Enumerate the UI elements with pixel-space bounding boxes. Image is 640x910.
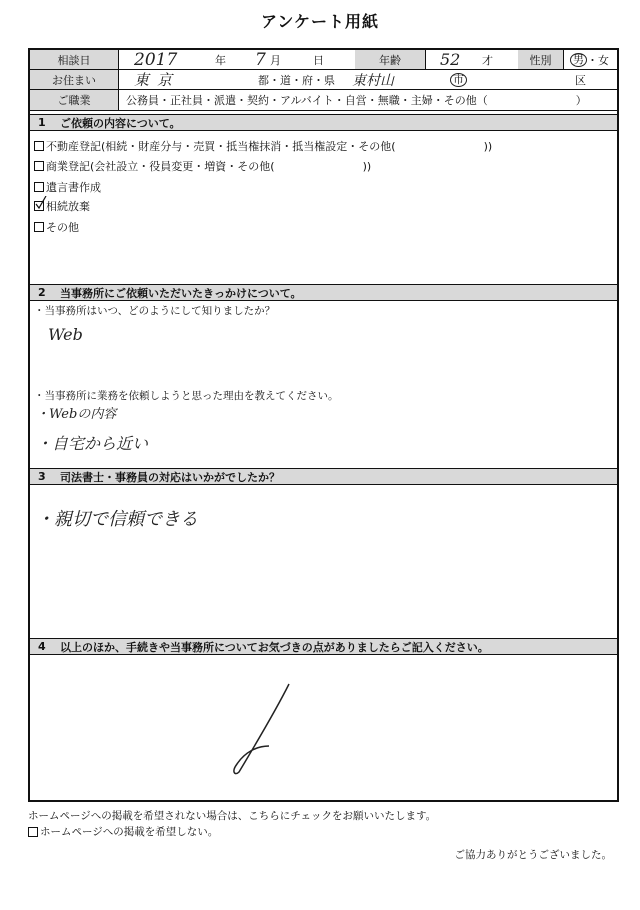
- option-commercial-label: 商業登記(会社設立・役員変更・増資・その他( )): [46, 160, 372, 173]
- checkbox-real-estate[interactable]: [34, 141, 44, 151]
- thanks-message: ご協力ありがとうございました。: [454, 849, 612, 861]
- section2-number: 2: [38, 286, 46, 299]
- occupation-row: [30, 90, 617, 111]
- section2-title: 当事務所にご依頼いただいたきっかけについて。: [60, 286, 302, 300]
- answer-how-know[interactable]: Web: [48, 325, 83, 344]
- address-prefecture-value[interactable]: 東京: [134, 71, 181, 89]
- checkbox-other[interactable]: [34, 222, 44, 232]
- question-reason: ・当事務所に業務を依頼しようと思った理由を教えてください。: [34, 390, 339, 402]
- form-title: アンケート用紙: [260, 12, 380, 31]
- section1-title: ご依頼の内容について。: [60, 116, 181, 130]
- section1-header: [30, 114, 617, 131]
- gender-options[interactable]: [570, 50, 609, 69]
- option-will[interactable]: [34, 179, 101, 195]
- section2-header: [30, 284, 617, 301]
- occupation-label: ご職業: [30, 90, 118, 110]
- gender-male-circled[interactable]: 男: [570, 53, 587, 67]
- month-unit: 月: [270, 53, 281, 67]
- address-label: お住まい: [30, 70, 118, 89]
- section3-header: [30, 468, 617, 485]
- section3-number: 3: [38, 470, 46, 483]
- section4-number: 4: [38, 640, 46, 653]
- address-city-value[interactable]: 東村山: [352, 72, 394, 89]
- date-month-value[interactable]: 7: [255, 49, 266, 70]
- section1-number: 1: [38, 116, 46, 129]
- ward-unit: 区: [575, 73, 586, 87]
- city-unit-circled: 市: [450, 73, 467, 87]
- prefecture-units: 都・道・府・県: [258, 73, 335, 87]
- occupation-options[interactable]: 公務員・正社員・派遣・契約・アルバイト・自営・無職・主婦・その他（ ）: [126, 94, 587, 107]
- checkbox-renunciation-checked[interactable]: [34, 201, 44, 211]
- gender-female[interactable]: 女: [598, 53, 609, 67]
- age-value[interactable]: 52: [440, 50, 461, 69]
- checkbox-will[interactable]: [34, 182, 44, 192]
- option-real-estate-label: 不動産登記(相続・財産分与・売買・抵当権抹消・抵当権設定・その他( )): [46, 140, 493, 153]
- survey-form: [28, 48, 619, 802]
- year-unit: 年: [215, 53, 226, 67]
- opt-out-label: ホームページへの掲載を希望しない。: [40, 826, 219, 838]
- age-unit: 才: [482, 53, 493, 67]
- checkbox-commercial[interactable]: [34, 161, 44, 171]
- check-mark-icon: [35, 196, 47, 210]
- section4-header: [30, 638, 617, 655]
- option-renunciation-label: 相続放棄: [46, 200, 90, 213]
- answer-reason-line1[interactable]: ・Webの内容: [36, 407, 117, 422]
- option-will-label: 遺言書作成: [46, 181, 101, 194]
- age-label: 年齢: [355, 50, 425, 69]
- footer-note: ホームページへの掲載を希望されない場合は、こちらにチェックをお願いいたします。: [28, 810, 437, 822]
- opt-out-option[interactable]: [28, 824, 218, 839]
- gender-label: 性別: [518, 50, 563, 69]
- question-how-know: ・当事務所はいつ、どのようにして知りましたか？: [34, 305, 276, 317]
- handwritten-stroke-icon: [225, 680, 305, 780]
- date-label: 相談日: [30, 50, 118, 69]
- option-renunciation[interactable]: [34, 198, 90, 214]
- section4-title: 以上のほか、手続きや当事務所についてお気づきの点がありましたらご記入ください。: [60, 640, 489, 654]
- address-row: [30, 70, 617, 90]
- day-unit: 日: [313, 53, 324, 67]
- section3-title: 司法書士・事務員の対応はいかがでしたか？: [60, 470, 280, 484]
- option-other-label: その他: [46, 221, 79, 234]
- gender-separator: ・: [587, 53, 598, 67]
- answer-staff-response[interactable]: ・親切で信頼できる: [36, 509, 198, 530]
- date-year-value[interactable]: 2017: [134, 49, 178, 70]
- checkbox-opt-out[interactable]: [28, 827, 38, 837]
- answer-reason-line2[interactable]: ・自宅から近い: [36, 434, 149, 453]
- option-real-estate[interactable]: [34, 138, 492, 154]
- option-commercial[interactable]: [34, 158, 371, 174]
- option-other[interactable]: [34, 219, 79, 235]
- date-row: [30, 50, 617, 70]
